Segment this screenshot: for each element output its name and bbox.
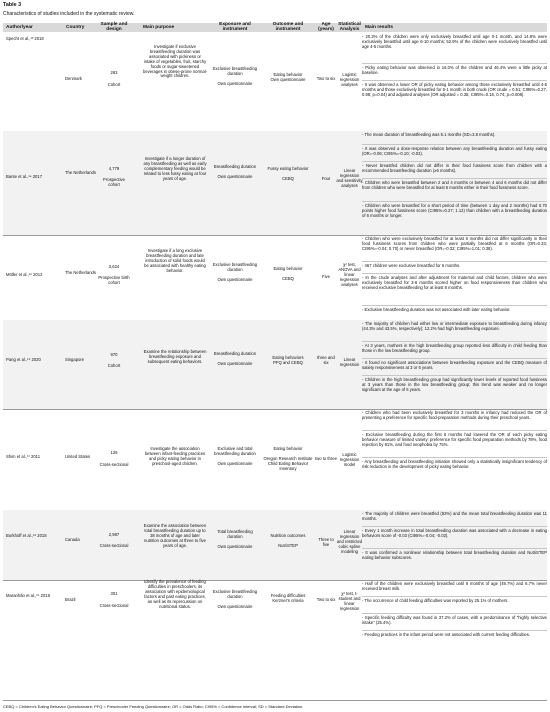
country-cell: The Netherlands (65, 270, 96, 275)
exposure-cell: Breastfeeding duration Own questionnaire (213, 351, 257, 366)
outcome-cell: Eating behavior CEBQ (273, 266, 303, 281)
result-item: - Any breastfeeding and breastfeeding initiation showed only a statistically insignificant tendency of risk reduction in the development of picky eating behavior. (362, 459, 547, 469)
author-cell: Möller et al.,¹⁵ 2012 (6, 272, 43, 277)
result-divider (362, 457, 547, 458)
age-cell: Two to six (316, 597, 336, 602)
result-item: - The mean duration of breastfeeding was 5.1 months (SD=3.8 months). (362, 132, 496, 137)
header-results: Main results (365, 25, 393, 30)
result-item: - The majority of children had either low or intermediate exposure to breastfeeding during infancy (44.3% and 43.5%, respectively); 12.2% had high breastfeeding exposure. (362, 321, 547, 331)
sample-cell: 3,624 (108, 264, 120, 269)
result-divider (362, 430, 547, 431)
purpose-cell: Investigate if a long exclusive breastfeeding duration and late introduction of solid foods would be associated with healthy eating behavior. (144, 248, 206, 273)
design-cell: Prospective birth cohort (98, 275, 130, 285)
design-cell: Cross-sectional (99, 462, 129, 467)
result-divider (362, 375, 547, 376)
header-sample: Sample and design (100, 22, 128, 33)
result-divider (362, 596, 547, 597)
country-cell: Canada (65, 537, 80, 542)
row-divider (3, 700, 547, 701)
result-divider (362, 630, 547, 631)
age-cell: two to three (315, 456, 337, 461)
author-cell: Barse et al.,¹⁴ 2017 (6, 174, 43, 179)
outcome-cell: Fussy eating behavior CEBQ (267, 166, 309, 181)
country-cell: Brazil (65, 597, 76, 602)
age-cell: three and six (317, 355, 335, 365)
result-divider (362, 201, 547, 202)
sample-cell: 2,987 (108, 532, 120, 537)
country-cell: Singapore (65, 357, 85, 362)
result-divider (362, 305, 547, 306)
result-item: - It found no significant associations between breastfeeding exposure and the CEBQ measure of satiety responsiveness at 3 or 6 years. (362, 360, 547, 370)
result-item: - Exclusive breastfeeding during the first 6 months had lowered the OR of each picky eating behavior measure of limited variety: preference for specific food preparation methods by 78%, food rejection by 81%, and food neophobia by 75%. (362, 432, 547, 447)
author-cell: Maranhão et al.,¹⁹ 2018 (6, 593, 50, 598)
table-row (3, 320, 547, 409)
author-cell: Borkhoff et al.,¹⁸ 2018 (6, 533, 47, 538)
result-item: - Picky eating behavior was observed in 16.0% of the children and 46.4% were a little picky at baseline. (362, 65, 547, 75)
table-footnote: CEBQ = Children's Eating Behavior Questionnaire; PFQ = Preschooler Feeding Questionnaire; OR = Odds Ratio; CI95% = Confidence Interval; SD = Standard Deviation. (3, 704, 304, 709)
result-item: - The majority of children were breastfed (92%) and the mean total breastfeeding duration was 11 months. (362, 511, 547, 521)
result-divider (362, 80, 547, 81)
age-cell: Three to five (318, 537, 334, 547)
purpose-cell: Examine the relationship between breastfeeding exposure and subsequent eating behaviors. (143, 349, 207, 364)
result-item: - Children who were breastfed for a short period of time (between 1 day and 2 months) had 0.70 points higher food fussiness score (CI95%=0.27; 1.12) than children with a breastfeeding duration of 6 months or longer. (362, 203, 547, 218)
header-age: Age (years) (318, 22, 334, 33)
result-divider (362, 273, 547, 274)
table-caption: Characteristics of studies included in the systematic review. (3, 11, 135, 17)
design-cell: Cohort (107, 363, 121, 368)
analysis-cell: Linear regression (339, 357, 360, 367)
result-item: - 20.2% of the children were only exclusively breastfed until age 0-1 month, and 14.8% were exclusively breastfed until age 6-10 months; 52.9% of the children were exclusively breastfed until age 4-5 months. (362, 34, 547, 49)
analysis-cell: χ² test, ANOVA and linear regression analyses (338, 262, 361, 287)
result-item: - The occurrence of child feeding difficulties was reported by 25.1% of mothers. (362, 598, 509, 603)
table-row (3, 33, 547, 131)
exposure-cell: Exclusive breastfeeding duration Own questionnaire (212, 262, 258, 282)
result-item: - Specific feeding difficulty was found in 37.2% of cases, with a predominance of "highly selective intake" (25.4%). (362, 615, 547, 625)
result-divider (362, 261, 547, 262)
sample-cell: 129 (110, 450, 118, 455)
author-cell: Specht et al.,¹³ 2018 (6, 36, 44, 41)
exposure-cell: Exclusive breastfeeding duration Own questionnaire (212, 66, 258, 86)
age-cell: Four (321, 176, 331, 181)
design-cell: Cross-sectional (99, 603, 129, 608)
result-item: - Children in the high breastfeeding group had significantly lower levels of reported food fussiness at 3 years than those in the low breastfeeding group; this trend was weaker and no longer significant at the age of 6 years. (362, 377, 547, 392)
result-item: - Children who were breastfed between 2 and 4 months or between 4 and 6 months did not differ from children who were breastfed for at least 6 months either in their food fussiness score. (362, 180, 547, 190)
outcome-cell: Eating behavior Oregon Research Institute Child Eating Behavior Inventory (263, 446, 313, 471)
sample-cell: 4,779 (108, 166, 120, 171)
analysis-cell: χ² test, t-student and linear regression (338, 591, 361, 611)
country-cell: Denmark (65, 76, 82, 81)
table-row (3, 409, 547, 510)
result-divider (362, 341, 547, 342)
analysis-cell: Linear regression and sensitivity analyses (336, 168, 363, 188)
result-divider (362, 526, 547, 527)
design-cell: Prospective cohort (103, 177, 125, 187)
result-item: - It was observed a dose-response relation between any breastfeeding duration and fussy eating (OR=-0.06; CI95%=-0.10; -0.02). (362, 146, 547, 156)
purpose-cell: Investigate the association between infant-feeding practices and picky eating behavior in preschool-aged children. (144, 446, 206, 466)
author-cell: Shim et al.,¹⁷ 2011 (6, 454, 41, 459)
header-analysis: Statistical Analysis (338, 22, 361, 33)
purpose-cell: Identify the prevalence of feeding difficulties in preschoolers, its association with epidemiological factors and past eating practices, as well as its repercussion on nutritional status. (144, 579, 206, 609)
result-divider (362, 548, 547, 549)
analysis-cell: Logistic regression analyses (339, 72, 360, 87)
result-divider (362, 144, 547, 145)
result-divider (362, 161, 547, 162)
exposure-cell: Total breastfeeding duration Own questionnaire (217, 529, 253, 549)
result-item: - Children who were exclusively breastfed for at least 6 months did not differ significantly in their food fussiness scores from children who were partially breastfed at 6 months (OR=0.33; CI95%=-0.04; 0.70) or never breastfed (OR=-0.32; CI95%=1.01; 0.38). (362, 236, 547, 251)
age-cell: Two to six (316, 76, 336, 81)
purpose-cell: Examine the association between total breastfeeding duration up to 38 months of age and later nutrition outcomes at three to five years of age. (143, 523, 207, 548)
outcome-cell: Eating behaviors PFQ and CEBQ (272, 355, 304, 365)
result-item: - Feeding practices in the infant period were not associated with current feeding difficulties. (362, 632, 530, 637)
result-divider (362, 613, 547, 614)
header-country: Country (66, 25, 85, 30)
header-author: Author/year (6, 25, 33, 30)
result-item: - It was confirmed a nonlinear relationship between total breastfeeding duration and NutriSTEP eating behavior subscores. (362, 550, 547, 560)
table-row (3, 510, 547, 580)
result-item: - At 3 years, mothers in the high breastfeeding group reported less difficulty in child feeding than those in the low breastfeeding group. (362, 343, 547, 353)
result-item: - 467 children were exclusive breastfed for 6 months. (362, 263, 461, 268)
purpose-cell: Investigate if a longer duration of any breastfeeding as well as early complementary feeding would be related to less fussy eating at four years of age. (143, 156, 207, 181)
country-cell: United States (65, 454, 91, 459)
purpose-cell: Investigate if exclusive breastfeeding duration was associated with pickiness or intake of vegetables, fruit, starchy foods or sugar-sweetened beverages in obese-prone normal-weight children. (143, 44, 208, 79)
outcome-cell: Feeding difficulties Kerzner's criteria (270, 593, 306, 603)
exposure-cell: Breastfeeding duration Own questionnaire (213, 164, 257, 179)
result-item: - It was observed a lower OR of picky eating behavior among those exclusively breastfed until 4-5 months and those exclusively breastfed for 6-1 month in both crude (OR crude = 0.51; CI95%=0.27, 0.98; p=0.04) and adjusted analyses (OR adjusted = 0.35; CI95%=0.16, 0.74; p=0.008). (362, 82, 547, 97)
result-item: - Every 1 month increase in total breastfeeding duration was associated with a decrease in eating behaviors score of -0.03 (CI95%=-0.04; -0.02). (362, 528, 547, 538)
table-row (3, 131, 547, 235)
header-outcome: Outcome and instrument (272, 22, 304, 33)
table-label: Table 3 (3, 2, 22, 8)
header-purpose: Main purpose (143, 25, 175, 30)
analysis-cell: Logistic regression model (339, 452, 360, 467)
table-header (3, 23, 547, 32)
table-row (3, 235, 547, 320)
result-item: - In the crude analyses and after adjustment for maternal and child factors, children who were exclusively breastfed for 3-6 months scored higher on food responsiveness than children who received exclusive breastfeeding for at least 6 months. (362, 275, 547, 290)
exposure-cell: Exclusive breastfeeding duration Own questionnaire (212, 589, 258, 609)
sample-cell: 301 (110, 591, 118, 596)
result-item: - Half of the children were exclusively breastfed until 6 months of age (49.7%) and 6.7% never received breast milk. (362, 581, 547, 591)
result-divider (362, 358, 547, 359)
outcome-cell: Eating behavior Own questionnaire (270, 72, 306, 82)
sample-cell: 263 (110, 70, 118, 75)
design-cell: Cross-sectional (99, 543, 129, 548)
outcome-cell: Nutrition outcomes NutriSTEP (270, 533, 306, 548)
result-divider (362, 178, 547, 179)
table-row (3, 580, 547, 700)
result-divider (362, 63, 547, 64)
author-cell: Pang et al.,¹⁶ 2020 (6, 357, 41, 362)
result-item: - Exclusive breastfeeding duration was not associated with later eating behavior. (362, 307, 511, 312)
age-cell: Five (322, 274, 330, 279)
sample-cell: 970 (110, 352, 118, 357)
country-cell: The Netherlands (65, 170, 96, 175)
header-exposure: Exposure and instrument (219, 22, 251, 33)
design-cell: Cohort (107, 82, 121, 87)
exposure-cell: Exclusive and total breastfeeding duration Own questionnaire (214, 446, 256, 466)
result-item: - Children who had been exclusively breastfed for 3 months in infancy had reduced the OR of presenting a preference for specific food-preparation methods during their preschool years. (362, 410, 547, 420)
analysis-cell: Linear regression and restricted cubic spline modeling (336, 529, 363, 554)
result-item: - Never breastfed children did not differ in their food fussiness score from children with a recommended breastfeeding duration (≥6 months). (362, 163, 547, 173)
